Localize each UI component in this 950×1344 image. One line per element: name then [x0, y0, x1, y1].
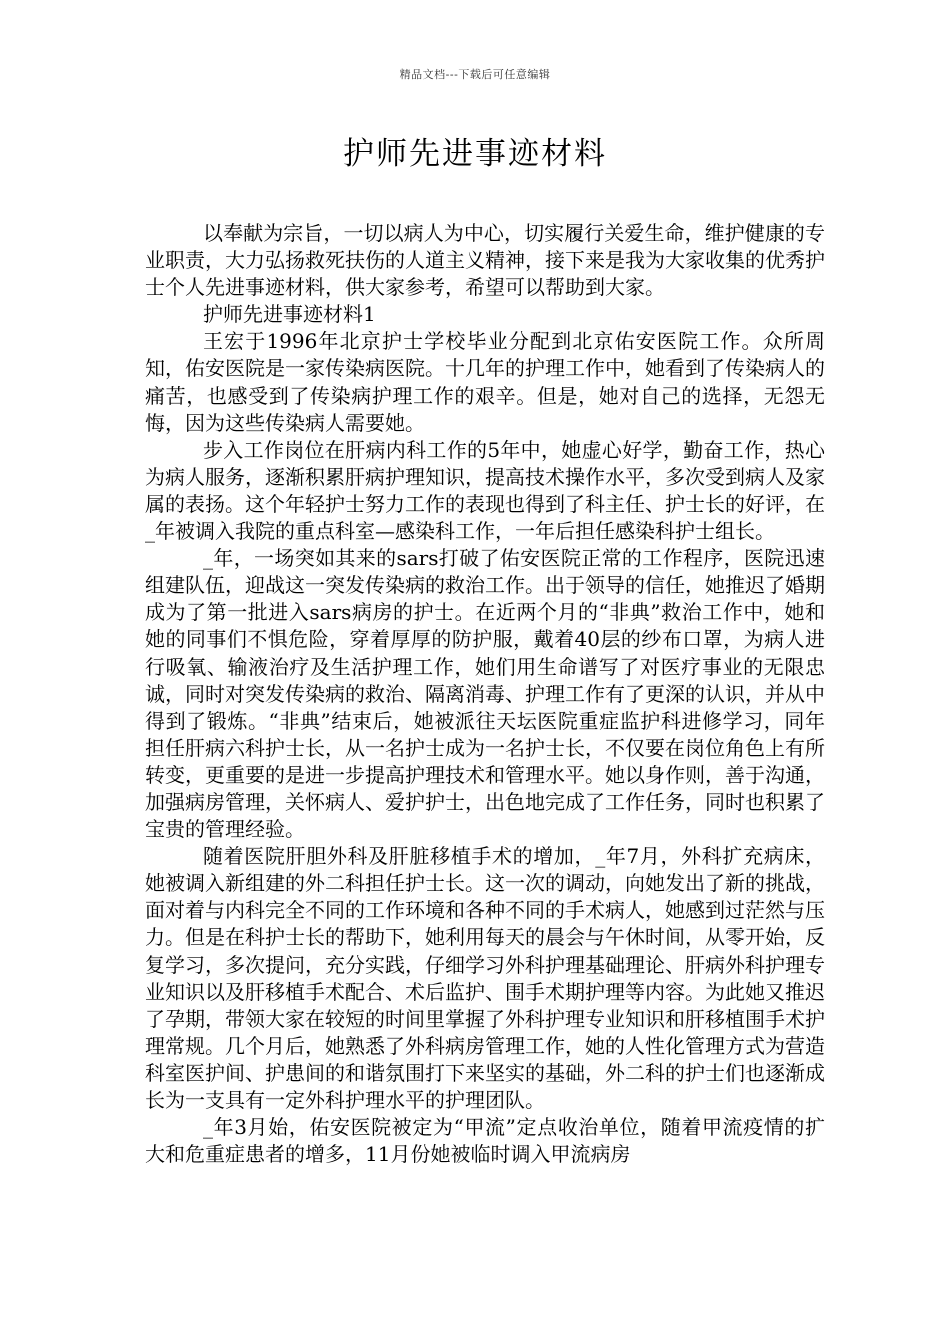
paragraph: 步入工作岗位在肝病内科工作的5年中，她虚心好学，勤奋工作，热心为病人服务，逐渐积累肝病护理知识，提高技术操作水平，多次受到病人及家属的表扬。这个年轻护士努力工作的表现也得到了科主任、护士长的好评，在_年被调入我院的重点科室—感染科工作，一年后担任感染科护士组长。: [145, 437, 825, 544]
paragraph-intro: 以奉献为宗旨，一切以病人为中心，切实履行关爱生命，维护健康的专业职责，大力弘扬救死扶伤的人道主义精神，接下来是我为大家收集的优秀护士个人先进事迹材料，供大家参考，希望可以帮助到大家。: [145, 221, 825, 300]
document-title: 护师先进事迹材料: [343, 136, 607, 172]
paragraph: _年3月始，佑安医院被定为“甲流”定点收治单位，随着甲流疫情的扩大和危重症患者的增多，11月份她被临时调入甲流病房: [145, 1115, 825, 1167]
header-note: 精品文档---下载后可任意编辑: [399, 68, 551, 81]
paragraph: _年，一场突如其来的sars打破了佑安医院正常的工作程序，医院迅速组建队伍，迎战这一突发传染病的救治工作。出于领导的信任，她推迟了婚期成为了第一批进入sars病房的护士。在近两个月的“非典”救治工作中，她和她的同事们不惧危险，穿着厚厚的防护服，戴着40层的纱布口罩，为病人进行吸氧、输液治疗及生活护理工作，她们用生命谱写了对医疗事业的无限忠诚，同时对突发传染病的救治、隔离消毒、护理工作有了更深的认识，并从中得到了锻炼。“非典”结束后，她被派往天坛医院重症监护科进修学习，同年担任肝病六科护士长，从一名护士成为一名护士长，不仅要在岗位角色上有所转变，更重要的是进一步提高护理技术和管理水平。她以身作则，善于沟通，加强病房管理，关怀病人、爱护护士，出色地完成了工作任务，同时也积累了宝贵的管理经验。: [145, 546, 825, 842]
document-body: [145, 220, 825, 1168]
paragraph: 随着医院肝胆外科及肝脏移植手术的增加，_年7月，外科扩充病床，她被调入新组建的外二科担任护士长。这一次的调动，向她发出了新的挑战，面对着与内科完全不同的工作环境和各种不同的手术病人，她感到过茫然与压力。但是在科护士长的帮助下，她利用每天的晨会与午休时间，从零开始，反复学习，多次提问，充分实践，仔细学习外科护理基础理论、肝病外科护理专业知识以及肝移植手术配合、术后监护、围手术期护理等内容。为此她又推迟了孕期，带领大家在较短的时间里掌握了外科护理专业知识和肝移植围手术护理常规。几个月后，她熟悉了外科病房管理工作，她的人性化管理方式为营造科室医护间、护患间的和谐氛围打下来坚实的基础，外二科的护士们也逐渐成长为一支具有一定外科护理水平的护理团队。: [145, 844, 825, 1112]
paragraph: 王宏于1996年北京护士学校毕业分配到北京佑安医院工作。众所周知，佑安医院是一家传染病医院。十几年的护理工作中，她看到了传染病人的痛苦，也感受到了传染病护理工作的艰辛。但是，她对自己的选择，无怨无悔，因为这些传染病人需要她。: [145, 329, 825, 435]
section-heading: 护师先进事迹材料1: [203, 302, 376, 327]
